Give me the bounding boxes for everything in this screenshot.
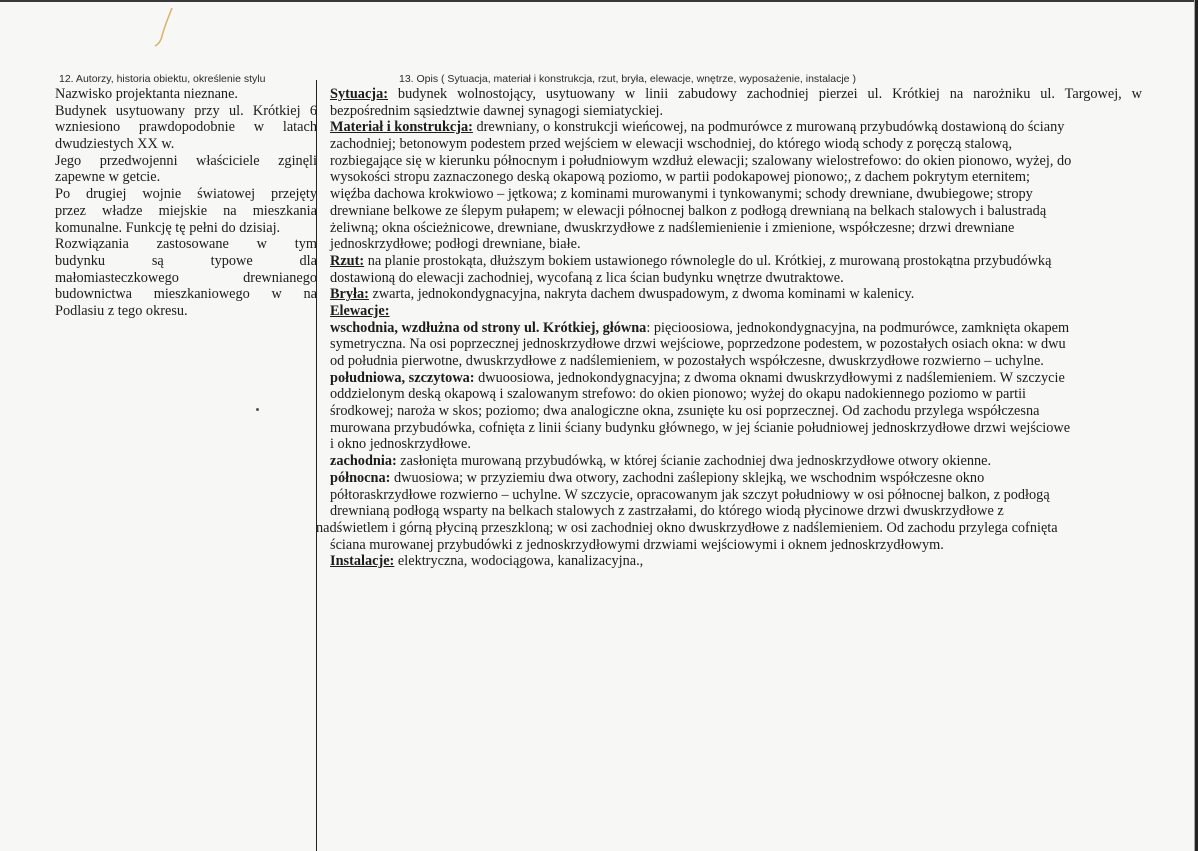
history-line: przez władze miejskie na mieszkania [55,202,317,219]
polnocna-label: północna: [330,469,391,486]
poludniowa-line: i okno jednoskrzydłowe. [330,436,471,453]
zachodnia-label: zachodnia: [330,453,397,470]
material-line: żeliwną; okna ościeżnicowe, drewniane, dwuskrzydłowe z nadślemienienie i zmienione, współczesne; drzwi drewniane [330,219,1015,236]
zachodnia-text: zasłonięta murowaną przybudówką, w której ścianie zachodniej dwa jednoskrzydłowe otwory okienne. [396,453,992,470]
poludniowa-line: oddzielonym deską okapową i szalowanym strefowo: do okien pionowo; wyżej do okapu nadokiennego poziomo w partii [330,386,1027,403]
polnocna-line: półtoraskrzydłowe rozwierno – uchylne. W szczycie, opracowanym jak szczyt południowy w osi północnej balkon, z podłogą [330,486,1050,503]
sytuacja-label: Sytuacja: [330,86,388,102]
polnocna-line: drewnianą podłogą wsparty na belkach stalowych z zastrzałami, do którego wiodą płycinowe drzwi dwuskrzydłowe z [330,503,1004,520]
material-line: rozbiegające się w kierunku północnym i południowym wzdłuż elewacji; szalowany wielostrefowo: do okien pionowo, wyżej, do [330,152,1072,169]
section-12-heading: 12. Autorzy, historia obiektu, określenie stylu [59,73,266,85]
rzut-line [330,253,1142,270]
history-line: dwudziestych XX w. [55,136,175,153]
material-line [330,119,1142,136]
sytuacja-line [330,86,1142,103]
poludniowa-line [330,370,1142,387]
wschodnia-line [330,320,1142,337]
instalacje-line [330,553,1142,570]
history-line: komunalne. Funkcję tę pełni do dzisiaj. [55,219,281,236]
material-line: wysokości stropu zaznaczonego deską okapową poziomo, w partii podokapowej pionowo;, z dachem pokrytym eternitem; [330,169,1030,186]
history-line: Nazwisko projektanta nieznane. [55,86,239,102]
wschodnia-line: symetryczna. Na osi poprzecznej jednoskrzydłowe drzwi wejściowe, poprzedzone podestem, w pozostałych osiach okna: w dwu [330,336,1066,353]
sytuacja-line: bezpośrednim sąsiedztwie dawnej synagogi siemiatyckiej. [330,102,664,119]
polnocna-line: ściana murowanej przybudówki z jednoskrzydłowymi drzwiami wejściowymi i oknem jednoskrzydłowym. [330,536,944,553]
zachodnia-line [330,453,1142,470]
polnocna-line [330,470,1142,487]
scan-edge-right-shadow [1194,0,1195,851]
pen-mark-scribble [150,6,180,48]
wschodnia-label: wschodnia, wzdłużna od strony ul. Krótkiej, główna [330,319,647,336]
material-text: drewniany, o konstrukcji wieńcowej, na podmurówce z murowaną przybudówką dostawioną do ściany [472,119,1065,136]
history-line: Budynek usytuowany przy ul. Krótkiej 6 [55,102,317,119]
history-line: budownictwa mieszkaniowego w na [55,286,317,303]
history-column [55,86,317,320]
rzut-label: Rzut: [330,252,365,269]
scan-speck [256,408,259,411]
material-label: Materiał i konstrukcja: [330,119,473,136]
instalacje-text: elektryczna, wodociągowa, kanalizacyjna., [394,553,644,570]
history-line: Jego przedwojenni właściciele zginęli [55,152,317,169]
description-column [316,86,1142,570]
poludniowa-line: murowana przybudówka, cofnięta z linii ściany budynku głównego, w jej ścianie południowej jednoskrzydłowe drzwi wejściowe [330,419,1071,436]
polnocna-line: nadświetlem i górną płyciną przeszkloną; w osi zachodniej okno dwuskrzydłowe z nadślemieniem. Od zachodu przylega cofnięta [316,519,1058,536]
history-line: Podlasiu z tego okresu. [55,302,188,319]
sytuacja-text: budynek wolnostojący, usytuowany w linii zabudowy zachodniej pierzei ul. Krótkiej na narożniku ul. Targowej, w [387,86,1142,102]
poludniowa-label: południowa, szczytowa: [330,369,475,386]
section-13-heading: 13. Opis ( Sytuacja, materiał i konstrukcja, rzut, bryła, elewacje, wnętrze, wyposażenie, instalacje ) [399,73,856,85]
history-line: Rozwiązania zastosowane w tym [55,236,317,253]
polnocna-text: dwuosiowa; w przyziemiu dwa otwory, zachodni zaślepiony sklejką, we wschodnim współczesne okno [390,469,985,486]
material-line: więźba dachowa krokwiowo – jętkowa; z kominami murowanymi i tynkowanymi; schody drewniane, dwubiegowe; stropy [330,186,1033,203]
wschodnia-text: : pięcioosiowa, jednokondygnacyjna, na podmurówce, zamknięta okapem [646,319,1070,336]
rzut-text: na planie prostokąta, dłuższym bokiem ustawionego równolegle do ul. Krótkiej, z murowaną prostokątna przybudówką [364,252,1052,269]
history-line: małomiasteczkowego drewnianego [55,269,317,286]
material-line: drewniane belkowe ze ślepym pułapem; w elewacji północnej balkon z podłogą drewnianą na belkach stalowych i balustradą [330,202,1047,219]
poludniowa-text: dwuoosiowa, jednokondygnacyjna; z dwoma oknami dwuskrzydłowymi z nadślemieniem. W szczycie [474,369,1065,386]
material-line: zachodniej; betonowym podestem przed wejściem w elewacji wschodniej, do którego wiodą schody z poręczą stalową, [330,136,1013,153]
material-line: jednoskrzydłowe; podłogi drewniane, białe. [330,236,581,253]
history-line: zapewne w getcie. [55,169,161,186]
rzut-line: dostawioną do elewacji zachodniej, wycofaną z lica ścian budynku wnętrze dwutraktowe. [330,269,844,286]
history-line: budynku są typowe dla [55,252,317,269]
instalacje-label: Instalacje: [330,553,395,570]
elewacje-heading-line [330,303,1142,320]
bryla-line [330,286,1142,303]
wschodnia-line: od południa pierwotne, dwuskrzydłowe z nadślemieniem, w pozostałych współczesne, dwuskrzydłowe rozwierno – uchylne. [330,353,1044,369]
history-line: Po drugiej wojnie światowej przejęty [55,186,317,203]
history-line: wzniesiono prawdopodobnie w latach [55,119,317,136]
scan-edge-top [0,0,1198,2]
bryla-text: zwarta, jednokondygnacyjna, nakryta dachem dwuspadowym, z dwoma kominami w kalenicy. [368,286,915,303]
bryla-label: Bryła: [330,286,369,303]
elewacje-label: Elewacje: [330,302,390,319]
poludniowa-line: środkowej; naroża w skos; poziomo; dwa analogiczne okna, zsunięte ku osi poprzecznej. Od zachodu przylega współczesna [330,403,1040,420]
